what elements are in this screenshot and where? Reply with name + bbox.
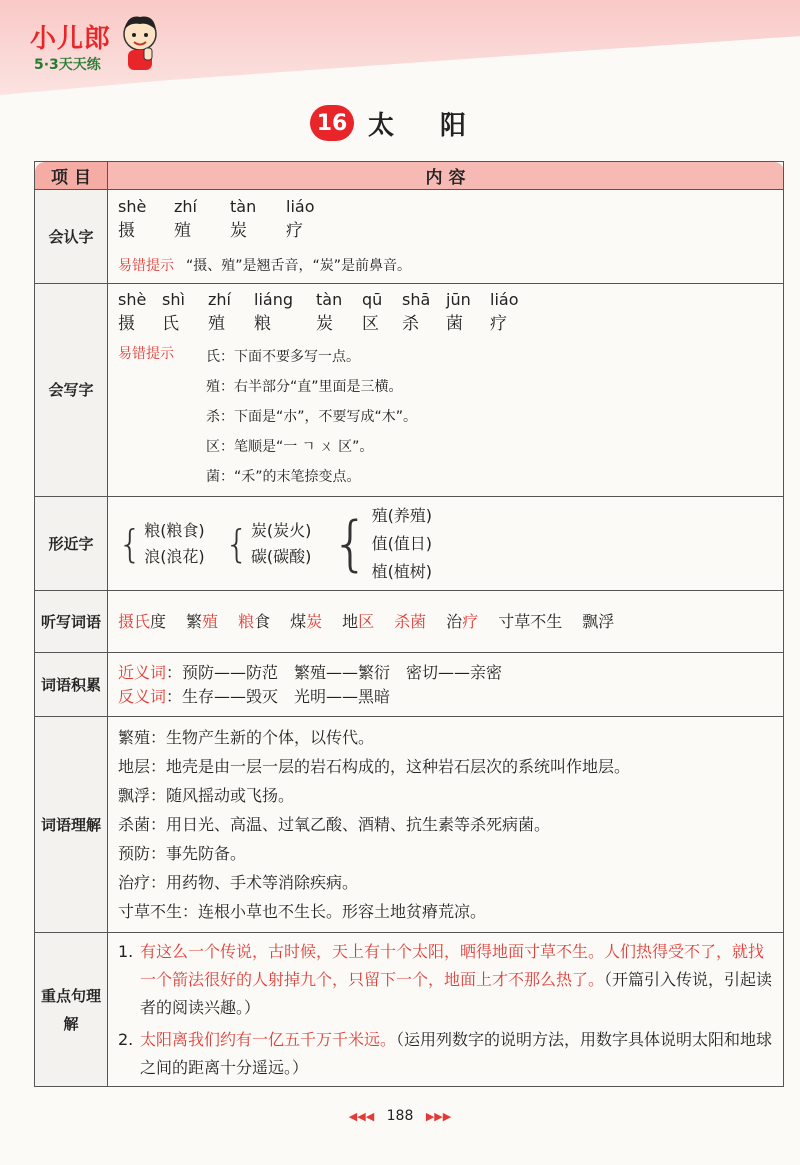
sentence-number: 1. (118, 941, 134, 961)
pinyin: zhí (208, 290, 231, 309)
similar-char: 浪(浪花) (144, 546, 205, 566)
definition-item: 治疗：用药物、手术等消除疾病。 (118, 873, 359, 892)
dictation-word-highlight: 疗 (462, 611, 479, 631)
character: 炭 (316, 314, 333, 334)
synonym-label: 近义词 (118, 662, 167, 682)
similar-group-2: { 炭(炭火) 碳(碳酸) (225, 518, 312, 570)
prev-arrows-icon: ◀◀◀ (348, 1110, 375, 1123)
dictation-word-plain: 食 (254, 611, 271, 631)
key-sentence-1 (118, 938, 773, 1022)
character: 殖 (208, 314, 225, 334)
character: 炭 (230, 221, 247, 241)
character: 殖 (174, 221, 191, 241)
synonym-text: ：预防——防范 繁殖——繁衍 密切——亲密 (166, 662, 503, 682)
tip-label: 易错提示 (118, 346, 174, 362)
label-huixiezi: 会写字 (35, 284, 108, 497)
character: 菌 (446, 314, 463, 334)
similar-char: 值(值日) (371, 533, 433, 553)
label-tingxie: 听写词语 (35, 591, 108, 653)
huixiezi-char-row (118, 312, 773, 336)
header-col-content: 内 容 (108, 162, 784, 190)
huixiezi-pinyin-row (118, 288, 773, 312)
label-ciyu-jilei: 词语积累 (35, 653, 108, 717)
next-arrows-icon: ▶▶▶ (425, 1110, 452, 1123)
tip-note: 殖：右半部分“直”里面是三横。 (206, 379, 403, 395)
dictation-word-plain: 寸草不生 (498, 611, 563, 631)
pinyin: shè (118, 290, 147, 309)
dictation-word-highlight: 杀菌 (394, 611, 427, 631)
pinyin: qū (362, 290, 383, 309)
pinyin: shì (162, 290, 185, 309)
tip-note: 杀：下面是“朩”，不要写成“木”。 (206, 409, 418, 425)
header-col-item: 项 目 (35, 162, 108, 190)
similar-char: 碳(碳酸) (250, 546, 312, 566)
dictation-word (498, 610, 562, 634)
mascot-icon (118, 14, 162, 74)
content-zhongdianju (108, 933, 784, 1087)
antonym-label: 反义词 (118, 686, 167, 706)
character: 疗 (286, 221, 303, 241)
content-tingxie (108, 591, 784, 653)
page-footer (0, 1108, 800, 1124)
row-tingxie (35, 591, 784, 653)
pinyin: tàn (230, 197, 257, 216)
dictation-word (118, 610, 166, 634)
character: 摄 (118, 221, 135, 241)
dictation-word-plain: 繁 (186, 611, 203, 631)
page-number: 188 (386, 1108, 414, 1124)
pinyin: zhí (174, 197, 197, 216)
dictation-word (342, 610, 374, 634)
sentence-note: （运用列数字的说明方法，用数字具体说明太阳和地球之间的距离十分遥远。） (140, 1029, 773, 1077)
dictation-word (238, 610, 270, 634)
tip-text: “摄、殖”是翘舌音，“炭”是前鼻音。 (186, 258, 412, 274)
huirenzi-pinyin-row (118, 195, 773, 219)
key-sentence-2 (118, 1026, 773, 1082)
dictation-word (582, 610, 614, 634)
label-ciyu-lijie: 词语理解 (35, 717, 108, 933)
dictation-word-highlight: 摄氏 (118, 611, 151, 631)
row-ciyu-jilei (35, 653, 784, 717)
similar-group-3: { 殖(养殖) 值(值日) 植(植树) (331, 502, 432, 586)
pinyin: liáo (286, 197, 315, 216)
similar-char: 粮(粮食) (144, 520, 205, 540)
dictation-word-highlight: 炭 (306, 611, 323, 631)
sentence-text: 太阳离我们约有一亿五千万千米远。 (140, 1029, 397, 1049)
character: 杀 (402, 314, 419, 334)
dictation-word-plain: 煤 (290, 611, 307, 631)
pinyin: shā (402, 290, 431, 309)
dictation-word-highlight: 粮 (238, 611, 255, 631)
character: 区 (362, 314, 379, 334)
definition-item: 地层：地壳是由一层一层的岩石构成的，这种岩石层次的系统叫作地层。 (118, 757, 631, 776)
definition-item: 飘浮：随风摇动或飞扬。 (118, 786, 295, 805)
tip-note: 氏：下面不要多写一点。 (206, 349, 360, 365)
dictation-word-highlight: 殖 (202, 611, 219, 631)
definition-item: 杀菌：用日光、高温、过氧乙酸、酒精、抗生素等杀死病菌。 (118, 815, 551, 834)
dictation-word-plain: 飘浮 (582, 611, 615, 631)
synonym-line (118, 661, 773, 685)
character: 摄 (118, 314, 135, 334)
definition-item: 寸草不生：连根小草也不生长。形容土地贫瘠荒凉。 (118, 902, 487, 921)
dictation-word-plain: 地 (342, 611, 359, 631)
antonym-text: ：生存——毁灭 光明——黑暗 (166, 686, 391, 706)
pinyin: tàn (316, 290, 343, 309)
row-ciyu-lijie (35, 717, 784, 933)
brand-series: 5·3天天练 (34, 57, 101, 73)
tip-note: 菌：“禾”的末笔捺变点。 (206, 469, 361, 485)
label-xingjinzi: 形近字 (35, 497, 108, 591)
lesson-number-badge: 16 (310, 105, 354, 141)
tip-note: 区：笔顺是“一 ㄱ ㄨ 区”。 (206, 439, 374, 455)
definition-item: 预防：事先防备。 (118, 844, 247, 863)
row-xingjinzi (35, 497, 784, 591)
pinyin: liáng (254, 290, 293, 309)
content-xingjinzi (108, 497, 784, 591)
lesson-title: 太阳 (368, 110, 513, 141)
row-zhongdianju (35, 933, 784, 1087)
lesson-heading (310, 104, 512, 142)
dictation-word (446, 610, 478, 634)
dictation-word (290, 610, 322, 634)
character: 粮 (254, 314, 271, 334)
content-huirenzi (108, 190, 784, 284)
row-huixiezi (35, 284, 784, 497)
character: 氏 (162, 314, 179, 334)
huixiezi-tips (118, 342, 773, 492)
huirenzi-char-row (118, 219, 773, 243)
content-huixiezi (108, 284, 784, 497)
brand-logo: 小儿郎 (30, 24, 112, 54)
row-huirenzi (35, 190, 784, 284)
dictation-word (394, 610, 426, 634)
tip-notes (206, 342, 417, 492)
study-table (34, 161, 784, 1087)
similar-group-1: { 粮(粮食) 浪(浪花) (118, 518, 205, 570)
content-ciyu-lijie (108, 717, 784, 933)
sentence-text: 有这么一个传说，古时候，天上有十个太阳，晒得地面寸草不生。人们热得受不了，就找一个箭法很好的人射掉九个，只留下一个，地面上才不那么热了。 (140, 941, 765, 989)
label-huirenzi: 会认字 (35, 190, 108, 284)
table-header-row (35, 162, 784, 190)
dictation-word-list (118, 610, 773, 634)
content-ciyu-jilei (108, 653, 784, 717)
similar-char: 殖(养殖) (371, 505, 433, 525)
pinyin: shè (118, 197, 147, 216)
similar-char: 炭(炭火) (250, 520, 312, 540)
dictation-word-highlight: 区 (358, 611, 375, 631)
tip-label: 易错提示 (118, 258, 174, 274)
pinyin: jūn (446, 290, 471, 309)
dictation-word-plain: 治 (446, 611, 463, 631)
sentence-number: 2. (118, 1029, 134, 1049)
sentence-note: （开篇引入传说，引起读者的阅读兴趣。） (140, 969, 773, 1017)
dictation-word (186, 610, 218, 634)
character: 疗 (490, 314, 507, 334)
huirenzi-tip (118, 253, 773, 278)
definition-item: 繁殖：生物产生新的个体，以传代。 (118, 728, 375, 747)
pinyin: liáo (490, 290, 519, 309)
antonym-line (118, 685, 773, 709)
dictation-word-plain: 度 (150, 611, 167, 631)
label-zhongdianju: 重点句理解 (35, 933, 108, 1087)
similar-char: 植(植树) (371, 561, 433, 581)
